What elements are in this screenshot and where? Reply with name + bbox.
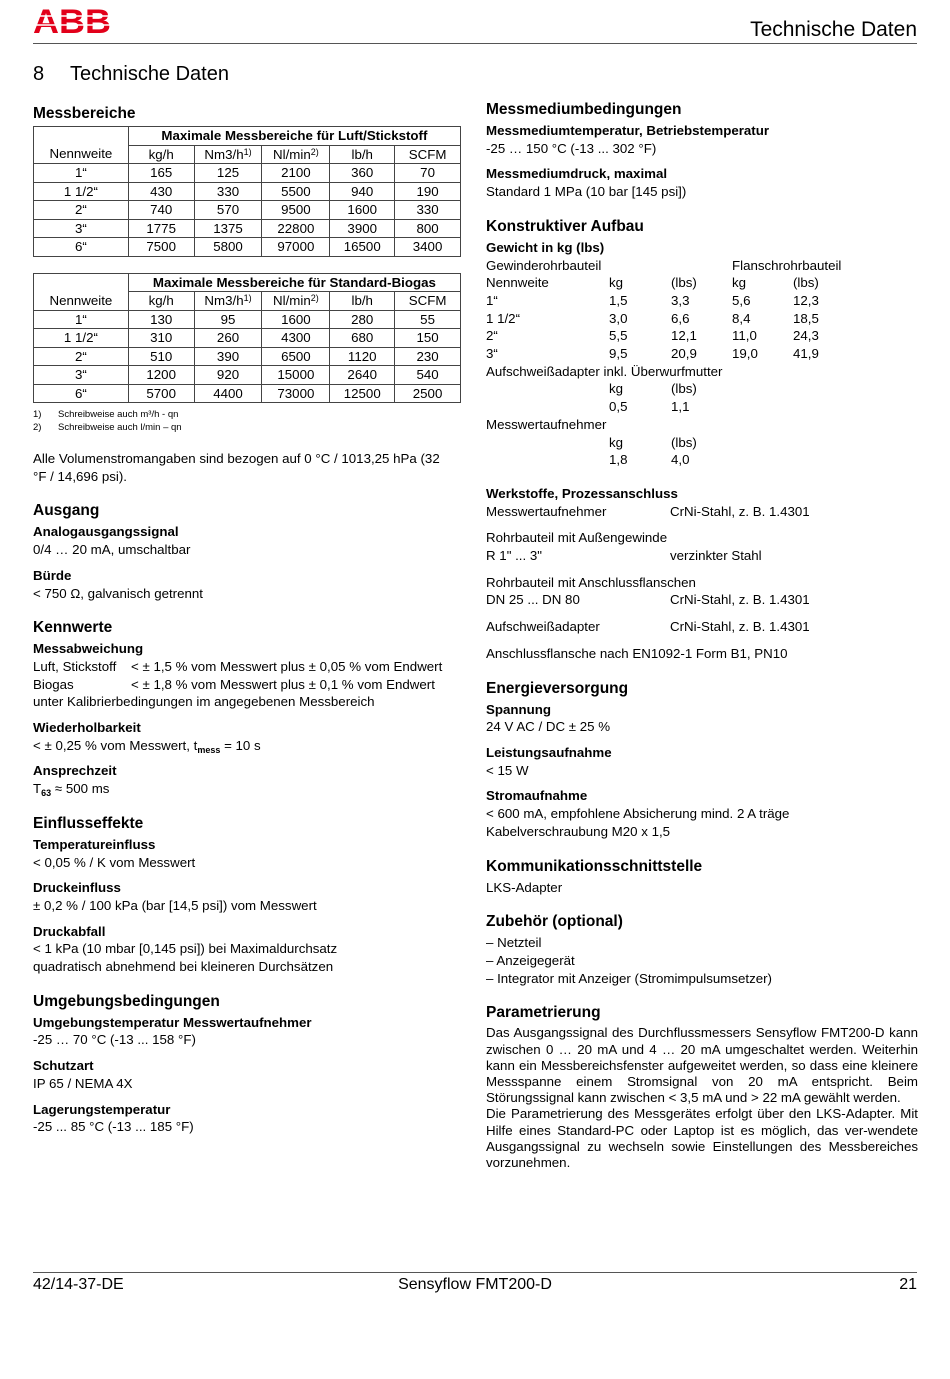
table-cell: 360 — [330, 164, 395, 183]
weight-cell: 6,6 — [671, 310, 690, 326]
weight-row — [486, 398, 918, 416]
section-messmedium: Messmediumbedingungen — [486, 101, 682, 118]
table-cell: 15000 — [262, 366, 330, 385]
label-messmediumtemperatur: Messmediumtemperatur, Betriebstemperatur — [486, 123, 770, 138]
table-cell: 280 — [330, 310, 395, 329]
material-item — [486, 618, 918, 636]
table-caption: Maximale Messbereiche für Standard-Biogas — [128, 273, 460, 292]
material-label: R 1" ... 3" — [486, 548, 542, 564]
weight-cell: (lbs) — [671, 381, 697, 397]
value-messmediumdruck: Standard 1 MPa (10 bar [145 psi]) — [486, 184, 687, 200]
section-energie: Energieversorgung — [486, 679, 629, 697]
value-druckabfall: < 1 kPa (10 mbar [0,145 psi]) bei Maximaldurchsatz quadratisch abnehmend bei kleineren Durchsätzen — [33, 941, 338, 975]
volume-note: Alle Volumenstromangaben sind bezogen auf 0 °C / 1013,25 hPa (32 °F / 14,696 psi). — [33, 451, 440, 484]
label-leistungsaufnahme: Leistungsaufnahme — [486, 744, 612, 760]
table-header-row — [34, 145, 461, 164]
weight-cell: 12,1 — [671, 328, 697, 344]
table-cell: 920 — [194, 366, 262, 385]
table-cell: 940 — [330, 182, 395, 201]
row-header-cell: 2“ — [34, 347, 129, 366]
label-messabweichung: Messabweichung — [33, 641, 144, 657]
label-adapter: Aufschweißadapter inkl. Überwurfmutter — [486, 363, 723, 379]
paragraph: Das Ausgangssignal des Durchflussmessers Sensyflow FMT200-D kann zwischen 0 … 20 mA und 4 … 20 mA umgeschaltet werden. Weiterhin kann ein Messbereichsfenster aufgeweitet werden, so dass eine kleinere Messspanne einem Stromsignal von 20 mA entspricht. Beim Störungssignal kann zwischen < 3,5 mA und > 22 mA gewählt werden. — [486, 1025, 918, 1106]
weight-cell: 8,4 — [732, 310, 751, 326]
table-cell: 1375 — [194, 219, 262, 238]
table-cell: 95 — [194, 310, 262, 329]
right-column — [486, 100, 918, 1171]
material-item — [486, 529, 918, 564]
section-parametrierung: Parametrierung — [486, 1004, 601, 1022]
mwa-weight-table — [486, 434, 918, 469]
weight-row — [486, 451, 918, 469]
weight-cell: (lbs) — [671, 275, 697, 291]
label-druckeinfluss: Druckeinfluss — [33, 880, 121, 896]
abb-logo-text: ABB — [33, 6, 111, 36]
table-cell: 3400 — [395, 238, 461, 257]
table-corner-cell — [34, 127, 129, 146]
table-cell: 70 — [395, 164, 461, 183]
paragraph: Die Parametrierung des Messgerätes erfolgt über den LKS-Adapter. Mit Hilfe eines Standard-PC oder Laptop ist es möglich, das ver-wendete Ausgangssignal zu wechseln sowie Einstellungen des Messbereiches vorzunehmen. — [486, 1106, 918, 1170]
weight-cell — [486, 434, 609, 452]
label-werkstoffe: Werkstoffe, Prozessanschluss — [486, 485, 678, 501]
material-item — [486, 645, 918, 663]
footnotes — [33, 408, 463, 434]
weight-cell: kg — [609, 434, 624, 450]
table-cell: 7500 — [128, 238, 194, 257]
row-header-cell: 6“ — [34, 384, 129, 403]
accuracy-condition: unter Kalibrierbedingungen im angegebenen Messbereich — [33, 694, 375, 710]
value-spannung: 24 V AC / DC ± 25 % — [486, 719, 611, 735]
material-value: CrNi-Stahl, z. B. 1.4301 — [670, 619, 810, 635]
table-air-body — [34, 164, 461, 257]
adapter-weight-table — [486, 380, 918, 415]
material-label: Rohrbauteil mit Außengewinde — [486, 530, 668, 546]
weight-cell: 0,5 — [609, 399, 628, 415]
row-header-cell: 6“ — [34, 238, 129, 257]
material-label: Aufschweißadapter — [486, 619, 600, 635]
left-column — [33, 104, 463, 1136]
table-cell: 540 — [395, 366, 461, 385]
weight-cell: (lbs) — [793, 275, 819, 291]
value-messmediumtemperatur: -25 … 150 °C (-13 ... 302 °F) — [486, 140, 657, 156]
material-label: Anschlussflansche nach EN1092-1 Form B1, PN10 — [486, 645, 788, 661]
table-cell: 16500 — [330, 238, 395, 257]
accuracy-row: Luft, Stickstoff < ± 1,5 % vom Messwert plus ± 0,05 % vom Endwert — [33, 658, 443, 674]
section-zubehoer: Zubehör (optional) — [486, 913, 623, 931]
row-header-cell: 1 1/2“ — [34, 182, 129, 201]
column-header: lb/h — [330, 145, 395, 164]
chapter-heading — [33, 63, 229, 86]
table-row — [34, 201, 461, 220]
footer-doc-number: 42/14-37-DE — [33, 1276, 124, 1293]
weight-cell: 41,9 — [793, 346, 819, 362]
label-ansprechzeit: Ansprechzeit — [33, 763, 117, 779]
material-label: DN 25 ... DN 80 — [486, 592, 580, 608]
weight-cell: kg — [609, 275, 624, 291]
weight-group-header: Gewinderohrbauteil Flanschrohrbauteil — [486, 257, 842, 273]
table-corner-cell — [34, 273, 129, 292]
table-row — [34, 366, 461, 385]
column-header: lb/h — [330, 292, 395, 311]
weight-row — [486, 380, 918, 398]
weight-cell: 24,3 — [793, 328, 819, 344]
weight-cell: 5,6 — [732, 292, 751, 308]
table-cell: 9500 — [262, 201, 330, 220]
material-line — [486, 574, 918, 592]
table-cell: 570 — [194, 201, 262, 220]
accuracy-row: Biogas < ± 1,8 % vom Messwert plus ± 0,1 % vom Endwert — [33, 676, 435, 692]
weight-cell: 1“ — [486, 292, 498, 308]
table-cell: 330 — [395, 201, 461, 220]
material-label: Messwertaufnehmer — [486, 503, 607, 519]
value-wiederholbarkeit: < ± 0,25 % vom Messwert, $t_{mess} = 10$ s — [33, 737, 261, 755]
weight-cell: 4,0 — [671, 452, 690, 468]
label-gewicht: Gewicht in kg (lbs) — [486, 239, 605, 255]
table-row — [34, 310, 461, 329]
material-label: Rohrbauteil mit Anschlussflanschen — [486, 574, 696, 590]
column-header: SCFM — [395, 145, 461, 164]
weight-row — [486, 274, 918, 292]
header-title: Technische Daten — [750, 18, 917, 41]
label-druckabfall: Druckabfall — [33, 923, 106, 939]
value-temperatureinfluss: < 0,05 % / K vom Messwert — [33, 854, 196, 870]
chapter-title: Technische Daten — [70, 63, 229, 85]
label-lagerungstemperatur: Lagerungstemperatur — [33, 1101, 171, 1117]
table-cell: 2500 — [395, 384, 461, 403]
row-header-cell: 1 1/2“ — [34, 329, 129, 348]
header-divider — [33, 43, 917, 44]
material-item — [486, 503, 918, 521]
value-stromaufnahme: < 600 mA, empfohlene Absicherung mind. 2 A träge — [486, 806, 790, 822]
materials-list — [486, 503, 918, 663]
weight-cell: 12,3 — [793, 292, 819, 308]
label-stromaufnahme: Stromaufnahme — [486, 788, 588, 804]
label-spannung: Spannung — [486, 701, 551, 717]
section-umgebung: Umgebungsbedingungen — [33, 992, 220, 1010]
row-header-cell: 3“ — [34, 366, 129, 385]
material-line — [486, 547, 918, 565]
table-cell: 1775 — [128, 219, 194, 238]
row-header-cell: 3“ — [34, 219, 129, 238]
table-cell: 330 — [194, 182, 262, 201]
section-aufbau: Konstruktiver Aufbau — [486, 217, 644, 235]
row-header-cell: 2“ — [34, 201, 129, 220]
value-kommunikation: LKS-Adapter — [486, 879, 563, 895]
row-header-cell: 1“ — [34, 310, 129, 329]
chapter-number: 8 — [33, 63, 45, 85]
table-cell: 22800 — [262, 219, 330, 238]
column-header: $Nm3/h^{1)}$ — [194, 292, 262, 311]
table-caption-row — [34, 273, 461, 292]
weight-cell: 3,0 — [609, 310, 628, 326]
table-cell: 3900 — [330, 219, 395, 238]
table-cell: 680 — [330, 329, 395, 348]
weight-row — [486, 434, 918, 452]
table-cell: 2640 — [330, 366, 395, 385]
label-messmediumdruck: Messmediumdruck, maximal — [486, 166, 668, 182]
weight-cell: 9,5 — [609, 346, 628, 362]
value-leistungsaufnahme: < 15 W — [486, 762, 529, 778]
material-item — [486, 574, 918, 609]
value-lagerungstemperatur: -25 ... 85 °C (-13 ... 185 °F) — [33, 1119, 194, 1135]
table-cell: 740 — [128, 201, 194, 220]
weight-cell — [486, 398, 609, 416]
weight-row — [486, 292, 918, 310]
table-cell: 150 — [395, 329, 461, 348]
label-buerde: Bürde — [33, 567, 72, 583]
table-row — [34, 347, 461, 366]
table-caption: Maximale Messbereiche für Luft/Stickstoff — [128, 127, 460, 146]
table-cell: 4400 — [194, 384, 262, 403]
table-cell: 430 — [128, 182, 194, 201]
table-cell: 190 — [395, 182, 461, 201]
material-line — [486, 529, 918, 547]
weight-cell: kg — [732, 275, 747, 291]
table-biogas — [33, 273, 461, 404]
section-kennwerte: Kennwerte — [33, 619, 113, 637]
table-cell: 390 — [194, 347, 262, 366]
column-header: $Nl/\min^{2)}$ — [262, 145, 330, 164]
table-cell: 2100 — [262, 164, 330, 183]
table-row — [34, 182, 461, 201]
weight-cell: 18,5 — [793, 310, 819, 326]
table-cell: 1600 — [262, 310, 330, 329]
material-line — [486, 503, 918, 521]
weight-cell: 1,8 — [609, 452, 628, 468]
value-umgebungstemperatur: -25 … 70 °C (-13 ... 158 °F) — [33, 1032, 196, 1048]
weight-cell: 1,5 — [609, 292, 628, 308]
column-header: $Nl/\min^{2)}$ — [262, 292, 330, 311]
table-cell: 5800 — [194, 238, 262, 257]
row-header-cell: 1“ — [34, 164, 129, 183]
section-ausgang: Ausgang — [33, 502, 100, 520]
table-cell: 310 — [128, 329, 194, 348]
material-line — [486, 591, 918, 609]
table-cell: 73000 — [262, 384, 330, 403]
table-row — [34, 329, 461, 348]
section-kommunikation: Kommunikationsschnittstelle — [486, 857, 703, 875]
section-messbereiche: Messbereiche — [33, 105, 136, 122]
table-cell: 1600 — [330, 201, 395, 220]
column-header: SCFM — [395, 292, 461, 311]
weight-row — [486, 327, 918, 345]
weight-row — [486, 345, 918, 363]
table-cell: 12500 — [330, 384, 395, 403]
table-cell: 165 — [128, 164, 194, 183]
table-cell: 5700 — [128, 384, 194, 403]
table-cell: 97000 — [262, 238, 330, 257]
abb-logo — [33, 6, 113, 36]
value-buerde: < 750 Ω, galvanisch getrennt — [33, 585, 203, 601]
page-number: 21 — [899, 1276, 917, 1293]
weight-cell: 1,1 — [671, 399, 690, 415]
table-air — [33, 126, 461, 257]
table-cell: 260 — [194, 329, 262, 348]
weight-cell — [486, 380, 609, 398]
weight-cell: 11,0 — [732, 328, 757, 344]
table-cell: 800 — [395, 219, 461, 238]
footer-divider — [33, 1272, 917, 1273]
weight-cell: 1 1/2“ — [486, 310, 521, 326]
footnote: 2) Schreibweise auch l/min – qn — [33, 422, 182, 433]
column-header: kg/h — [128, 145, 194, 164]
table-row — [34, 219, 461, 238]
section-einflusseffekte: Einflusseffekte — [33, 814, 144, 832]
material-value: verzinkter Stahl — [670, 548, 762, 564]
table-cell: 130 — [128, 310, 194, 329]
weight-cell: 3“ — [486, 346, 498, 362]
table-cell: 5500 — [262, 182, 330, 201]
weight-table — [486, 274, 918, 363]
column-header: Nennweite — [34, 145, 129, 164]
weight-cell — [486, 451, 609, 469]
table-cell: 4300 — [262, 329, 330, 348]
footnote: 1) Schreibweise auch m³/h - qn — [33, 409, 179, 420]
list-item: – Integrator mit Anzeiger (Stromimpulsumsetzer) — [486, 970, 772, 986]
value-kabelverschraubung: Kabelverschraubung M20 x 1,5 — [486, 823, 671, 839]
table-biogas-body — [34, 310, 461, 403]
weight-cell: 5,5 — [609, 328, 628, 344]
column-header: $Nm3/h^{1)}$ — [194, 145, 262, 164]
weight-cell: Nennweite — [486, 275, 549, 291]
table-cell: 510 — [128, 347, 194, 366]
weight-cell: 19,0 — [732, 346, 758, 362]
weight-cell: 20,9 — [671, 346, 697, 362]
list-item: – Anzeigegerät — [486, 952, 575, 968]
table-row — [34, 238, 461, 257]
table-cell: 55 — [395, 310, 461, 329]
footer-product: Sensyflow FMT200-D — [398, 1276, 552, 1293]
table-cell: 1200 — [128, 366, 194, 385]
label-analog: Analogausgangssignal — [33, 524, 179, 540]
list-item: – Netzteil — [486, 935, 542, 951]
material-line — [486, 618, 918, 636]
weight-cell: kg — [609, 381, 624, 397]
table-caption-row — [34, 127, 461, 146]
weight-row — [486, 310, 918, 328]
weight-cell: 2“ — [486, 328, 498, 344]
table-cell: 1120 — [330, 347, 395, 366]
material-value: CrNi-Stahl, z. B. 1.4301 — [670, 503, 810, 519]
label-messwertaufnehmer: Messwertaufnehmer — [486, 416, 607, 432]
value-druckeinfluss: ± 0,2 % / 100 kPa (bar [14,5 psi]) vom Messwert — [33, 897, 317, 913]
table-header-row — [34, 292, 461, 311]
material-line — [486, 645, 918, 663]
table-cell: 125 — [194, 164, 262, 183]
table-row — [34, 164, 461, 183]
value-ansprechzeit: $T_{63} \approx 500$ ms — [33, 781, 110, 799]
table-cell: 230 — [395, 347, 461, 366]
table-row — [34, 384, 461, 403]
material-value: CrNi-Stahl, z. B. 1.4301 — [670, 592, 810, 608]
column-header: kg/h — [128, 292, 194, 311]
label-schutzart: Schutzart — [33, 1058, 94, 1074]
table-cell: 6500 — [262, 347, 330, 366]
weight-cell: (lbs) — [671, 434, 697, 450]
label-temperatureinfluss: Temperatureinfluss — [33, 836, 156, 852]
label-wiederholbarkeit: Wiederholbarkeit — [33, 720, 141, 736]
weight-cell: 3,3 — [671, 292, 690, 308]
column-header: Nennweite — [34, 292, 129, 311]
value-schutzart: IP 65 / NEMA 4X — [33, 1075, 133, 1091]
value-analog: 0/4 … 20 mA, umschaltbar — [33, 542, 191, 558]
label-umgebungstemperatur: Umgebungstemperatur Messwertaufnehmer — [33, 1014, 312, 1030]
